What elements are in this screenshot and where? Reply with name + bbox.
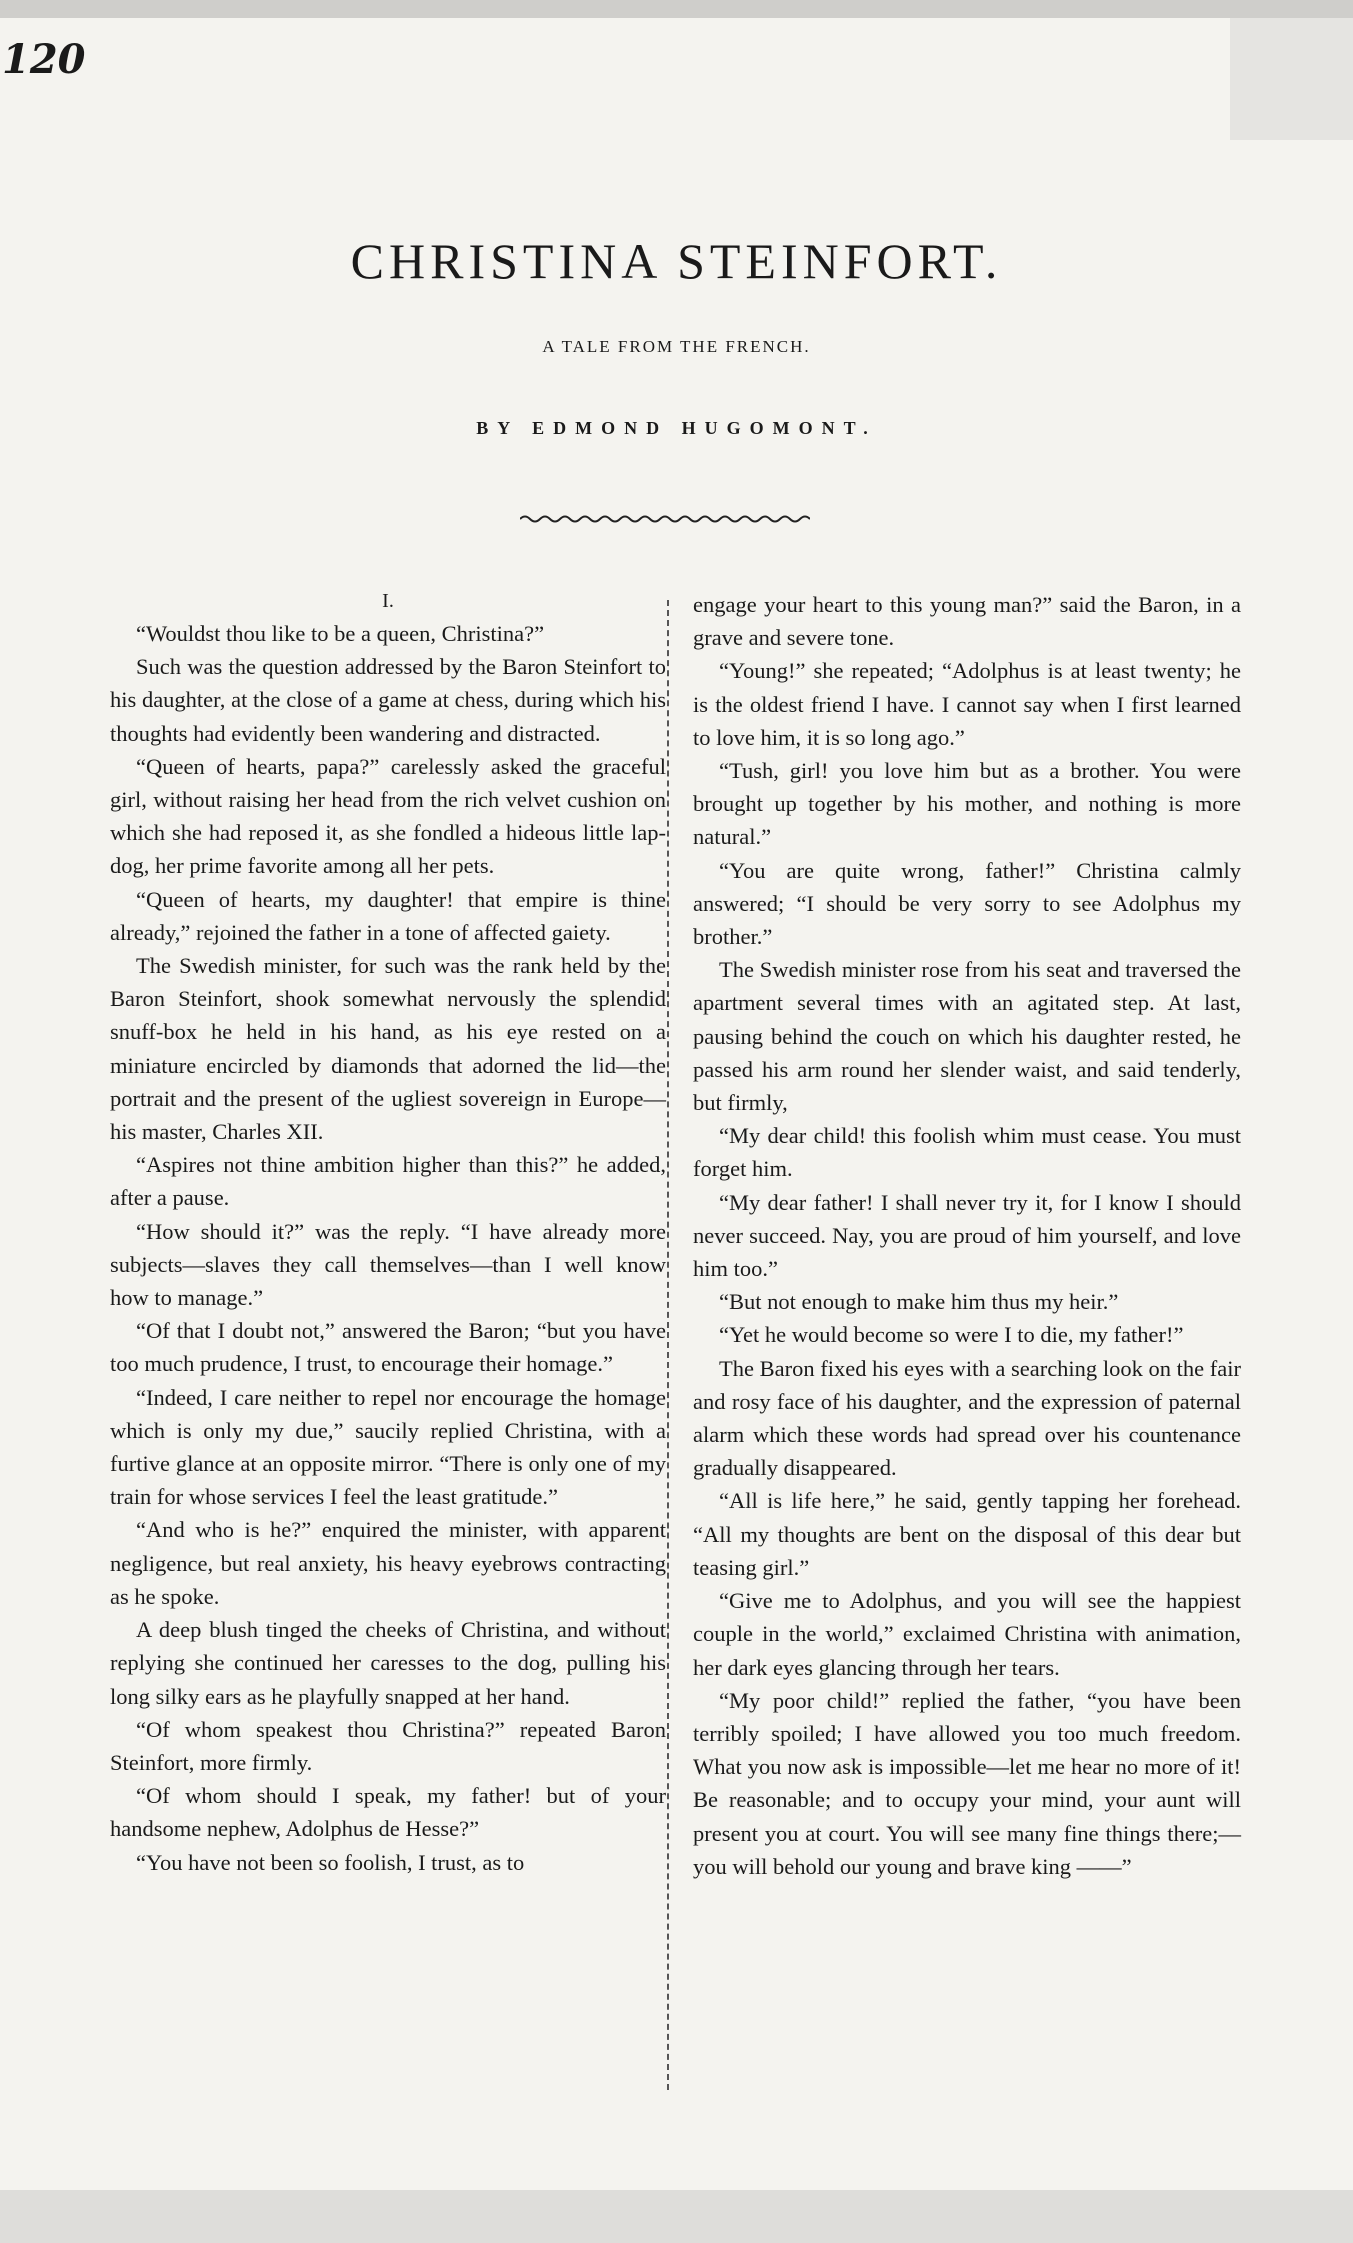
chapter-number: I. (382, 590, 394, 612)
paragraph: “Of whom speakest thou Christina?” repeated Baron Steinfort, more firmly. (110, 1716, 666, 1775)
paragraph: The Baron fixed his eyes with a searching look on the fair and rosy face of his daughter, and the expression of paternal alarm which these words had spread over his countenance gradually disappeared. (693, 1355, 1241, 1481)
paragraph: “You have not been so foolish, I trust, as to (136, 1849, 525, 1875)
paragraph: Such was the question addressed by the Baron Steinfort to his daughter, at the close of a game at chess, during which his thoughts had evidently been wandering and distracted. (110, 654, 666, 746)
paragraph: “But not enough to make him thus my heir.” (719, 1289, 1119, 1315)
paragraph: engage your heart to this young man?” said the Baron, in a grave and severe tone. (693, 592, 1241, 651)
paragraph: “Of that I doubt not,” answered the Baron; “but you have too much prudence, I trust, to encourage their homage.” (110, 1318, 666, 1377)
paragraph: “My dear father! I shall never try it, for I know I should never succeed. Nay, you are proud of him yourself, and love him too.” (693, 1189, 1241, 1282)
paragraph: “You are quite wrong, father!” Christina calmly answered; “I should be very sorry to see Adolphus my brother.” (693, 857, 1241, 950)
paragraph: “Of whom should I speak, my father! but of your handsome nephew, Adolphus de Hesse?” (110, 1783, 666, 1842)
story-title: CHRISTINA STEINFORT. (350, 233, 1003, 289)
paragraph: “Yet he would become so were I to die, my father!” (719, 1322, 1184, 1348)
paragraph: “Tush, girl! you love him but as a brother. You were brought up together by his mother, and nothing is more natural.” (693, 758, 1241, 850)
paragraph: “Queen of hearts, my daughter! that empire is thine already,” rejoined the father in a tone of affected gaiety. (110, 886, 666, 945)
paragraph: “Wouldst thou like to be a queen, Christina?” (136, 621, 545, 646)
paragraph: “My poor child!” replied the father, “you have been terribly spoiled; I have allowed you too much freedom. What you now ask is impossible—let me hear no more of it! Be reasonable; and to occupy your mind, your aunt will present you at court. You will see many fine things there;—you will behold our young and brave king ——” (693, 1687, 1241, 1879)
paragraph: “Young!” she repeated; “Adolphus is at least twenty; he is the oldest friend I have. I cannot say when I first learned to love him, it is so long ago.” (693, 658, 1241, 750)
decorative-wavy-rule (520, 512, 810, 526)
story-subtitle: A TALE FROM THE FRENCH. (542, 337, 811, 356)
paragraph: “How should it?” was the reply. “I have already more subjects—slaves they call themselves—than I well know how to manage.” (110, 1218, 666, 1311)
column-divider (667, 600, 669, 2090)
left-text-column (110, 585, 666, 1879)
paragraph: The Swedish minister rose from his seat and traversed the apartment several times with an agitated step. At last, pausing behind the couch on which his daughter rested, he passed his arm round her slender waist, and said tenderly, but firmly, (693, 957, 1241, 1116)
paragraph: A deep blush tinged the cheeks of Christina, and without replying she continued her caresses to the dog, pulling his long silky ears as he playfully snapped at her hand. (110, 1617, 666, 1709)
right-text-column (693, 588, 1241, 1883)
paragraph: “And who is he?” enquired the minister, with apparent negligence, but real anxiety, his heavy eyebrows contracting as he spoke. (110, 1517, 666, 1609)
paragraph: “Aspires not thine ambition higher than this?” he added, after a pause. (110, 1152, 666, 1211)
page-number: 120 (2, 36, 86, 83)
paragraph: The Swedish minister, for such was the rank held by the Baron Steinfort, shook somewhat nervously the splendid snuff-box he held in his hand, as his eye rested on a miniature encircled by diamonds that adorned the lid—the portrait and the present of the ugliest sovereign in Europe—his master, Charles XII. (110, 953, 666, 1145)
paragraph: “My dear child! this foolish whim must cease. You must forget him. (693, 1123, 1241, 1182)
paragraph: “Queen of hearts, papa?” carelessly asked the graceful girl, without raising her head from the rich velvet cushion on which she had reposed it, as she fondled a hideous little lap-dog, her prime favorite among all her pets. (110, 753, 666, 879)
paragraph: “All is life here,” he said, gently tapping her forehead. “All my thoughts are bent on the disposal of this dear but teasing girl.” (693, 1488, 1241, 1580)
author-byline: BY EDMOND HUGOMONT. (476, 418, 877, 438)
paragraph: “Indeed, I care neither to repel nor encourage the homage which is only my due,” saucily replied Christina, with a furtive glance at an opposite mirror. “There is only one of my train for whose services I feel the least gratitude.” (110, 1384, 666, 1510)
paragraph: “Give me to Adolphus, and you will see the happiest couple in the world,” exclaimed Christina with animation, her dark eyes glancing through her tears. (693, 1588, 1241, 1680)
